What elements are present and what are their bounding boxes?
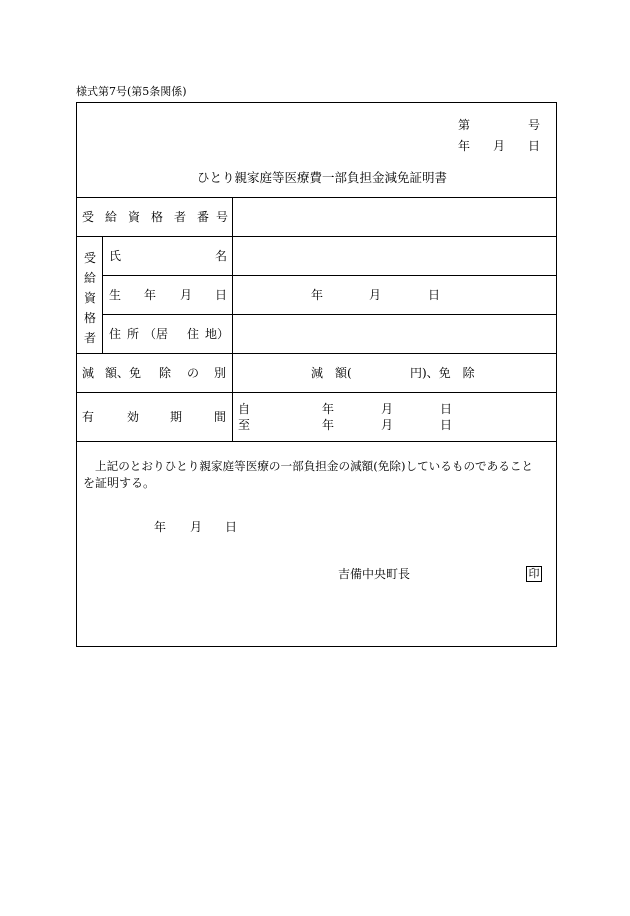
label-char: 者	[174, 210, 187, 224]
issuer-name: 吉備中央町長	[338, 567, 411, 581]
reduction-amount-text: 減 額(	[311, 366, 352, 380]
date-year: 年	[458, 139, 471, 153]
name-label-left: 氏	[109, 249, 122, 263]
label-char: 別	[214, 366, 227, 380]
number-suffix: 号	[528, 118, 541, 132]
label-char: 資	[83, 291, 96, 305]
divider	[76, 197, 556, 198]
to-label: 至	[238, 418, 251, 432]
label-char: 有	[82, 410, 95, 424]
label-char: 月	[180, 288, 193, 302]
qualifier-group-label	[79, 248, 101, 348]
date-month: 月	[369, 288, 382, 302]
label-char: 間	[214, 410, 227, 424]
date-day: 日	[225, 520, 238, 534]
column-divider	[102, 236, 103, 353]
label-char: の	[187, 366, 200, 380]
seal-mark: 印	[526, 566, 542, 582]
date-day: 日	[440, 402, 453, 416]
certification-line-2: を証明する。	[83, 476, 156, 490]
document-title: ひとり親家庭等医療費一部負担金減免証明書	[197, 170, 448, 185]
date-year: 年	[154, 520, 167, 534]
label-char: 番	[197, 210, 210, 224]
date-day: 日	[428, 288, 441, 302]
label-char: 日	[215, 288, 228, 302]
date-day: 日	[440, 418, 453, 432]
divider	[76, 236, 556, 237]
date-year: 年	[322, 418, 335, 432]
date-year: 年	[322, 402, 335, 416]
date-month: 月	[381, 418, 394, 432]
date-month: 月	[190, 520, 203, 534]
label-char: 所	[127, 327, 140, 341]
label-char: 資	[128, 210, 141, 224]
date-month: 月	[381, 402, 394, 416]
label-char: 効	[127, 410, 140, 424]
divider	[76, 392, 556, 393]
exemption-text: 円)、免 除	[410, 366, 475, 380]
date-month: 月	[493, 139, 506, 153]
label-char: 住	[187, 327, 200, 341]
label-char: （居	[144, 327, 169, 341]
label-char: 除	[159, 366, 172, 380]
divider	[76, 353, 556, 354]
label-char: 給	[105, 210, 118, 224]
label-char: 額、免	[105, 366, 142, 380]
label-char: 地）	[205, 327, 230, 341]
label-char: 受	[82, 210, 95, 224]
label-char: 号	[216, 210, 229, 224]
label-char: 期	[170, 410, 183, 424]
certification-line-1: 上記のとおりひとり親家庭等医療の一部負担金の減額(免除)しているものであること	[95, 459, 534, 473]
divider	[102, 314, 556, 315]
label-char: 住	[109, 327, 122, 341]
form-number-label: 様式第7号(第5条関係)	[76, 85, 187, 98]
divider	[102, 275, 556, 276]
label-char: 格	[151, 210, 164, 224]
label-char: 給	[83, 271, 96, 285]
label-char: 生	[109, 288, 122, 302]
date-year: 年	[311, 288, 324, 302]
column-divider	[232, 197, 233, 441]
label-char: 年	[144, 288, 157, 302]
from-label: 自	[238, 402, 251, 416]
divider	[76, 441, 556, 442]
label-char: 者	[83, 331, 96, 345]
name-label-right: 名	[215, 249, 228, 263]
label-char: 減	[82, 366, 95, 380]
label-char: 格	[83, 311, 96, 325]
number-prefix: 第	[458, 118, 471, 132]
date-day: 日	[528, 139, 541, 153]
label-char: 受	[83, 251, 96, 265]
